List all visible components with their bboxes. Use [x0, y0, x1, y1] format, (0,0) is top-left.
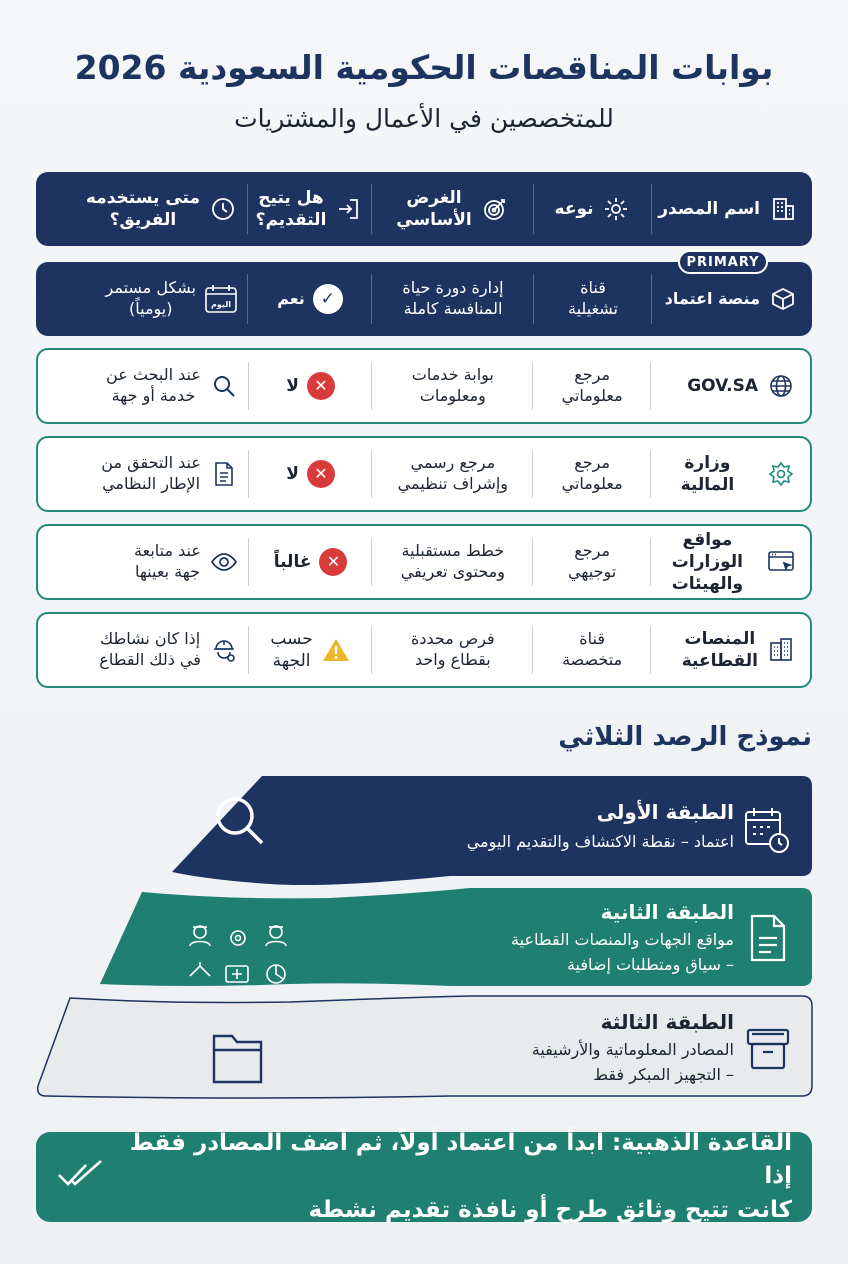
warning-icon [321, 635, 351, 665]
x-circle-icon: ✕ [307, 372, 335, 400]
svg-text:اليوم: اليوم [211, 300, 231, 309]
table-row: وزارة المالية مرجع معلوماتي مرجع رسمي وإشراف تنظيمي ✕ لا عند التحقق من الإطار النظامي [36, 436, 812, 512]
golden-rule-text: القاعدة الذهبية: ابدأ من اعتماد أولاً، ثم أضف المصادر فقط إذا كانت تتيح وثائق طرح أو نافذة تقديم نشطة [129, 1129, 792, 1223]
ministry-emblem-icon [766, 459, 796, 489]
table-row: المنصات القطاعية قناة متخصصة فرص محددة بقطاع واحد حسب الجهة إذا كان نشاطك في ذلك القطاع [36, 612, 812, 688]
worker-gear-icon [209, 635, 239, 665]
table-row: منصة اعتماد قناة تشغيلية إدارة دورة حياة المنافسة كاملة ✓ نعم اليوم بشكل مستمر (يومياً) [36, 262, 812, 336]
calendar-clock-icon [742, 806, 792, 860]
browser-window-icon [766, 547, 796, 577]
primary-badge: PRIMARY [678, 250, 768, 274]
eye-icon [209, 547, 239, 577]
archive-box-icon [744, 1026, 792, 1076]
sign-in-icon [334, 194, 364, 224]
header-when: متى يستخدمه الفريق؟ [36, 172, 248, 246]
box-icon [768, 284, 798, 314]
x-circle-icon: ✕ [307, 460, 335, 488]
golden-rule-banner [36, 1129, 812, 1223]
table-row: مواقع الوزارات والهيئات مرجع توجيهي خطط مستقبلية ومحتوى تعريفي ✕ غالباً عند متابعة جهة بعينها [36, 524, 812, 600]
header-purpose: الغرض الأساسي [372, 172, 534, 246]
check-icon: ✓ [313, 284, 343, 314]
header-type: نوعه [534, 172, 652, 246]
layer-1-text: الطبقة الأولى اعتماد – نقطة الاكتشاف والتقديم اليومي [466, 800, 734, 851]
table-header [36, 172, 812, 246]
x-circle-icon: ✕ [319, 548, 347, 576]
header-source: اسم المصدر [652, 172, 812, 246]
double-check-icon [56, 1157, 104, 1197]
model-title: نموذج الرصد الثلاثي [558, 722, 812, 752]
table-row: GOV.SA مرجع معلوماتي بوابة خدمات ومعلومات ✕ لا عند البحث عن خدمة أو جهة [36, 348, 812, 424]
document-icon [209, 459, 239, 489]
target-icon [480, 194, 510, 224]
header-submit: هل يتيح التقديم؟ [248, 172, 372, 246]
gear-icon [601, 194, 631, 224]
building-icon [768, 194, 798, 224]
clock-icon [208, 194, 238, 224]
buildings-icon [766, 635, 796, 665]
globe-icon [766, 371, 796, 401]
document-icon [746, 912, 790, 968]
layer-2-text: الطبقة الثانية مواقع الجهات والمنصات القطاعية – سياق ومتطلبات إضافية [511, 900, 734, 974]
search-icon [209, 371, 239, 401]
layer-3-text: الطبقة الثالثة المصادر المعلوماتية والأرشيفية – التجهيز المبكر فقط [531, 1010, 734, 1084]
page-subtitle: للمتخصصين في الأعمال والمشتريات [234, 104, 614, 133]
calendar-icon [204, 284, 238, 314]
page-title: بوابات المناقصات الحكومية السعودية 2026 [74, 48, 774, 87]
